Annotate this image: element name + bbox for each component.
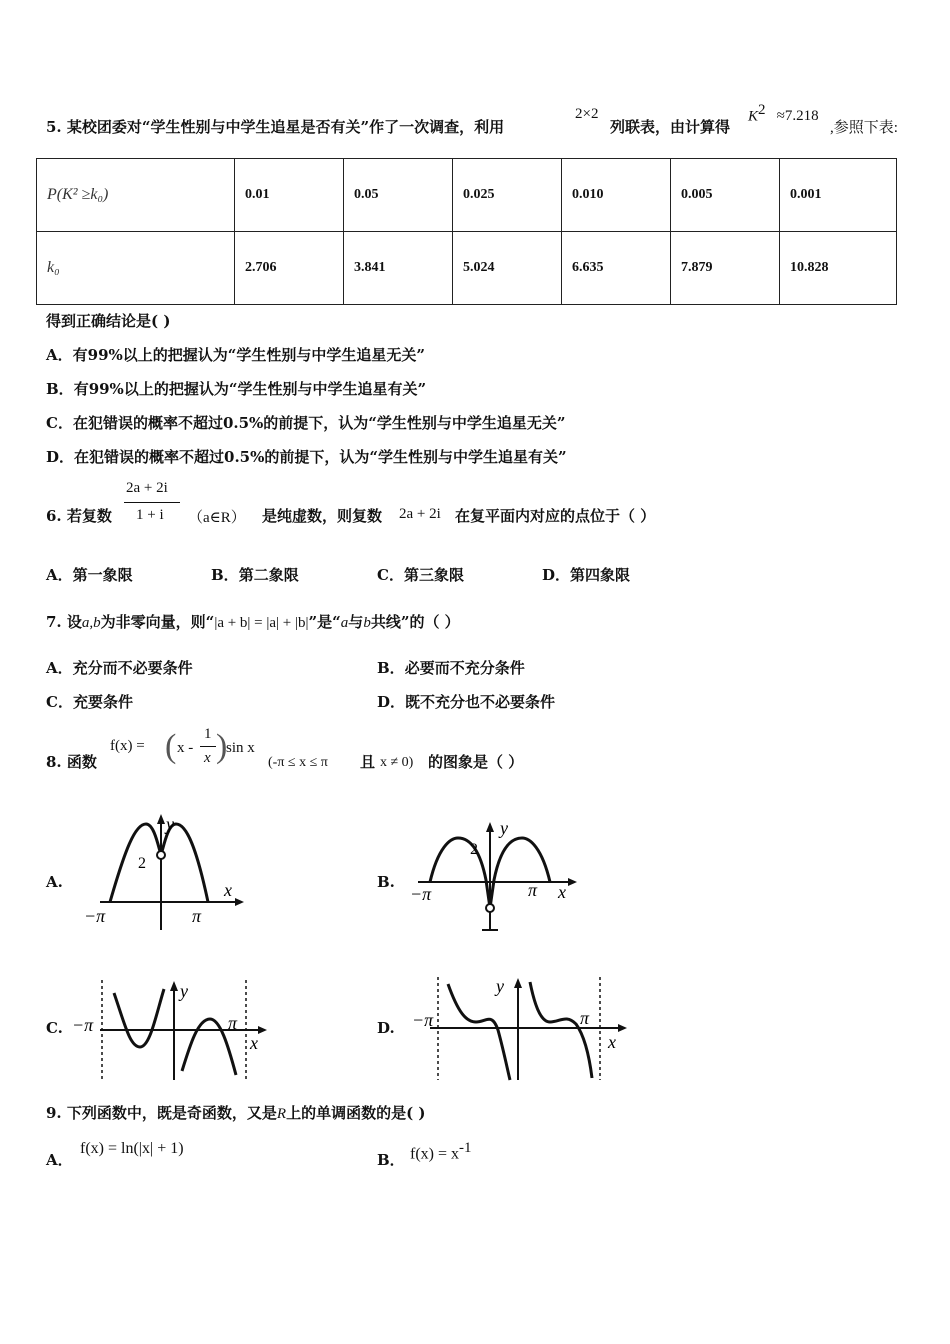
q7-option-c[interactable] xyxy=(46,691,133,712)
q8-lead xyxy=(46,751,97,772)
q5-text-a: 某校团委对“学生性别与中学生追星是否有关”作了一次调查，利用 xyxy=(66,118,505,136)
q8-func-lhs: f(x) = xyxy=(110,738,145,754)
q8-func-paren-a: x - xyxy=(177,740,194,756)
option-text: 第四象限 xyxy=(570,566,631,584)
option-text: 充要条件 xyxy=(72,693,133,711)
y-axis-arrow xyxy=(486,822,494,832)
q5-option-a[interactable] xyxy=(46,344,425,365)
curve-left xyxy=(448,984,510,1080)
x-axis-arrow xyxy=(568,878,577,886)
table-cell: 6.635 xyxy=(562,232,671,305)
x-axis-arrow xyxy=(258,1026,267,1034)
q6-text-b: 是纯虚数，则复数 xyxy=(262,507,383,525)
label-y: y xyxy=(496,976,504,996)
q9-formula-b: f(x) = x xyxy=(410,1145,460,1163)
table-cell: 0.05 xyxy=(344,159,453,232)
table-row xyxy=(37,232,897,305)
q9-number: 9. xyxy=(46,1104,62,1122)
q6-option-c[interactable] xyxy=(377,564,464,585)
table-cell: 0.010 xyxy=(562,159,671,232)
q7-var-a: a xyxy=(340,615,349,631)
graph-label-a[interactable]: A. xyxy=(46,873,63,891)
option-letter: A． xyxy=(46,346,73,364)
option-letter: C． xyxy=(377,566,404,584)
q8-domain: (-π ≤ x ≤ π xyxy=(268,755,328,770)
q9-option-b[interactable] xyxy=(377,1149,405,1170)
y-axis-arrow xyxy=(170,981,178,991)
q6-fraction-bar xyxy=(124,502,180,503)
table-cell: 0.025 xyxy=(453,159,562,232)
q9-formula-b-wrap xyxy=(410,1140,472,1163)
k2-critical-table xyxy=(36,158,897,305)
curve-left xyxy=(114,989,164,1047)
q8-text-a: 函数 xyxy=(66,753,97,771)
label-pi: π xyxy=(528,880,538,900)
open-point xyxy=(157,851,165,859)
graph-label-d[interactable]: D. xyxy=(377,1019,395,1037)
label-pi: π xyxy=(192,906,202,926)
option-letter: D． xyxy=(377,693,406,711)
option-letter: C． xyxy=(46,693,73,711)
label-pi: π xyxy=(580,1008,590,1028)
q7-condition: |a + b| = |a| + |b| xyxy=(214,615,309,631)
q6-option-d[interactable] xyxy=(542,564,630,585)
graph-d[interactable] xyxy=(410,972,630,1084)
option-text: 在犯错误的概率不超过0.5%的前提下，认为“学生性别与中学生追星有关” xyxy=(74,448,567,466)
q9-line xyxy=(46,1102,426,1123)
q7-option-a[interactable] xyxy=(46,657,193,678)
q9-option-a[interactable] xyxy=(46,1149,73,1170)
graph-label-c[interactable]: C. xyxy=(46,1019,63,1037)
q7-option-b[interactable] xyxy=(377,657,525,678)
option-text: 在犯错误的概率不超过0.5%的前提下，认为“学生性别与中学生追星无关” xyxy=(72,414,566,432)
graph-label-b[interactable]: B. xyxy=(377,873,395,891)
table-cell: 5.024 xyxy=(453,232,562,305)
q6-number: 6. xyxy=(46,507,62,525)
label-x: x xyxy=(250,1033,258,1053)
q7-vars: a,b xyxy=(81,615,101,631)
q6-text-c: 在复平面内对应的点位于（ ） xyxy=(455,507,656,525)
option-letter: A． xyxy=(46,1151,73,1169)
option-letter: B． xyxy=(377,659,405,677)
x-axis-arrow xyxy=(235,898,244,906)
label-neg-pi: −π xyxy=(412,1010,434,1030)
open-point xyxy=(486,904,494,912)
q8-domain-and: 且 xyxy=(360,753,376,771)
table-cell: 0.005 xyxy=(671,159,780,232)
q7-text-a: 设 xyxy=(66,613,82,631)
curve xyxy=(110,824,208,902)
q5-number: 5. xyxy=(46,118,62,136)
option-letter: B． xyxy=(377,1151,405,1169)
label-y: y xyxy=(500,820,508,838)
option-text: 第二象限 xyxy=(238,566,299,584)
q9-formula-b-sup: -1 xyxy=(459,1140,472,1156)
q5-option-b[interactable] xyxy=(46,378,426,399)
q5-k2-value: ≈7.218 xyxy=(776,108,819,125)
q8-paren-right: ) xyxy=(216,728,228,765)
q8-text-b: 的图象是（ ） xyxy=(428,753,524,771)
q5-option-c[interactable] xyxy=(46,412,566,433)
label-x: x xyxy=(558,882,566,902)
q8-func-sin: sin x xyxy=(226,740,255,756)
label-two: 2 xyxy=(470,841,478,858)
q9-text-b: 上的单调函数的是( ) xyxy=(286,1104,426,1122)
option-letter: D． xyxy=(46,448,75,466)
q5-table-size: 2×2 xyxy=(575,106,599,122)
q6-option-b[interactable] xyxy=(211,564,299,585)
q7-number: 7. xyxy=(46,613,62,631)
q5-option-d[interactable] xyxy=(46,446,567,467)
y-axis-arrow xyxy=(514,978,522,988)
option-text: 必要而不充分条件 xyxy=(404,659,525,677)
q5-text-c: ,参照下表: xyxy=(830,120,898,136)
q5-k2-formula xyxy=(748,102,819,125)
curve-right xyxy=(530,982,592,1078)
q5-prompt: 得到正确结论是( ) xyxy=(46,312,171,330)
option-text: 有99%以上的把握认为“学生性别与中学生追星无关” xyxy=(72,346,426,364)
q6-numerator: 2a + 2i xyxy=(126,480,168,496)
q7-var-b: b xyxy=(363,615,371,631)
q8-number: 8. xyxy=(46,753,62,771)
table-cell: 7.879 xyxy=(671,232,780,305)
label-two: 2 xyxy=(138,855,146,872)
q5-k2-label: K xyxy=(748,108,759,125)
label-y: y xyxy=(166,814,174,834)
option-letter: B． xyxy=(211,566,239,584)
x-axis-arrow xyxy=(618,1024,627,1032)
q6-expr: 2a + 2i xyxy=(399,506,441,522)
label-neg-pi: −π xyxy=(410,884,432,904)
q5-k2-sup: 2 xyxy=(758,102,766,118)
option-letter: A． xyxy=(46,566,73,584)
q7-text-d: 与 xyxy=(348,613,364,631)
q6-denominator: 1 + i xyxy=(136,507,164,523)
label-neg-pi: −π xyxy=(84,906,106,926)
q8-paren-left: ( xyxy=(165,728,177,765)
table-header-label: P(K² ≥k₀) xyxy=(37,159,235,232)
q7-option-d[interactable] xyxy=(377,691,555,712)
q5-text-b: 列联表，由计算得 xyxy=(610,118,731,136)
q7-text-e: 共线”的（ ） xyxy=(370,613,460,631)
graph-c[interactable] xyxy=(70,975,270,1085)
option-letter: C． xyxy=(46,414,73,432)
q6-lead xyxy=(46,505,112,526)
q5-line xyxy=(46,116,504,137)
table-cell: 10.828 xyxy=(780,232,897,305)
q6-text-a: 若复数 xyxy=(66,507,112,525)
q9-text-a: 下列函数中，既是奇函数，又是 xyxy=(66,1104,277,1122)
q6-condition: （a∈R） xyxy=(188,510,246,526)
q7-line xyxy=(46,611,460,632)
table-cell: 2.706 xyxy=(235,232,344,305)
graph-b[interactable] xyxy=(408,820,583,935)
q8-fraction-bar xyxy=(200,746,216,747)
option-text: 第一象限 xyxy=(72,566,133,584)
q8-frac-num: 1 xyxy=(204,726,212,742)
y-axis-arrow xyxy=(157,814,165,824)
option-text: 充分而不必要条件 xyxy=(72,659,193,677)
option-letter: A． xyxy=(46,659,73,677)
option-text: 既不充分也不必要条件 xyxy=(405,693,556,711)
label-neg-pi: −π xyxy=(72,1015,94,1035)
q8-domain-b: x ≠ 0) xyxy=(380,755,414,770)
q7-text-c: ”是“ xyxy=(308,613,341,631)
label-pi: π xyxy=(228,1013,238,1033)
label-y: y xyxy=(180,981,188,1001)
table-row xyxy=(37,159,897,232)
q7-text-b: 为非零向量，则“ xyxy=(100,613,215,631)
q6-option-a[interactable] xyxy=(46,564,133,585)
label-x: x xyxy=(608,1032,616,1052)
option-letter: B． xyxy=(46,380,74,398)
label-x: x xyxy=(224,880,232,900)
table-cell: 0.01 xyxy=(235,159,344,232)
q8-frac-den: x xyxy=(204,750,211,766)
table-k0-label: k₀ xyxy=(37,232,235,305)
q9-formula-a: f(x) = ln(|x| + 1) xyxy=(80,1140,184,1157)
table-cell: 0.001 xyxy=(780,159,897,232)
graph-a[interactable] xyxy=(80,810,250,935)
q9-var-r: R xyxy=(276,1106,287,1122)
option-letter: D． xyxy=(542,566,571,584)
table-cell: 3.841 xyxy=(344,232,453,305)
option-text: 第三象限 xyxy=(403,566,464,584)
option-text: 有99%以上的把握认为“学生性别与中学生追星有关” xyxy=(73,380,427,398)
